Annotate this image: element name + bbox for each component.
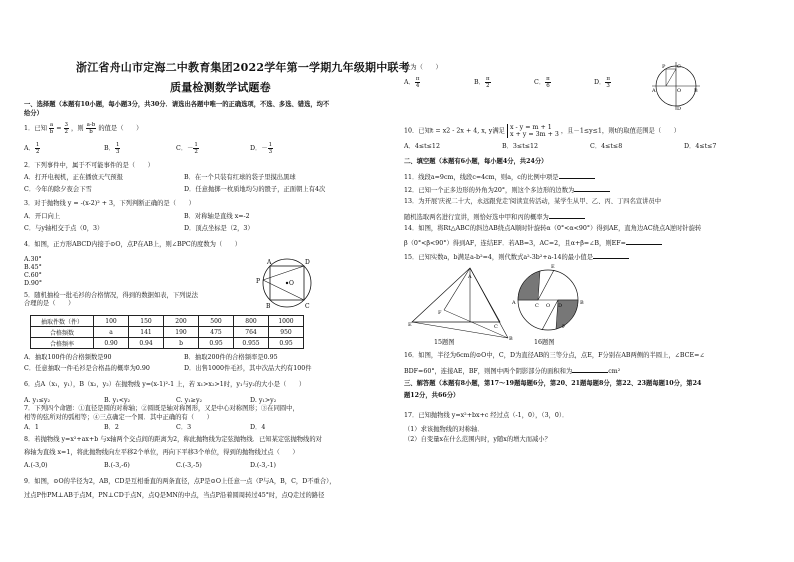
q13: 13．为开展'庆祝二十大，永远跟党走'阅读宣传活动，某学生从甲、乙、丙、丁四名宣讲员中 [404, 198, 662, 205]
q4-option-a: A.30° [24, 256, 42, 263]
q3-option-b: B．对称轴是直线 x=-2 [184, 213, 250, 220]
q7-option-d: D．4 [250, 424, 266, 431]
q7-stem: 7．下列四个命题：①直径是圆的对称轴；②圆既是轴对称图形，又是中心对称图形；③在同圆中， [24, 405, 299, 412]
q1-option-a: A． $\frac{1}{2}$ [24, 142, 40, 155]
q5-option-d: D．出售1000件毛衫，其中次品大约有100件 [184, 365, 312, 372]
q10-option-c: C．4≤t≤8 [590, 143, 623, 150]
section3-header-cont: 题12分，共66分） [404, 392, 460, 399]
q16-caption: 16题图 [534, 339, 555, 346]
q8-stem-cont: 称轴为直线 x=1，将此抛物线向左平移2个单位，再向下平移3个单位，得到的抛物线过点（ ） [24, 449, 299, 456]
q17-part1: （1）求该抛物线的对称轴． [404, 426, 484, 433]
left-column [18, 0, 410, 562]
q2-option-d: D．任意抛掷一枚质地均匀的骰子，正面朝上有4次 [184, 186, 326, 193]
q2-option-a: A．打开电视机，正在播放天气预报 [24, 174, 124, 181]
q3-option-c: C．与y轴相交于点（0，3） [24, 225, 104, 232]
q14-cont: β（0°<β<90°）得到AF，连结EF．若AB=3，AC=2，且α+β=∠B，则EF= [404, 238, 662, 248]
q9-label-c: C [677, 64, 681, 70]
q9-stem-cont: 过点P作PM⊥AB于点M，PN⊥CD于点N，点Q是MN的中点，当点P沿着圆周转过45°时，点Q走过的路径 [24, 492, 325, 499]
q16-label-b: B [580, 300, 584, 306]
q4-label-a: A [267, 259, 272, 266]
q7-option-a: A．1 [24, 424, 39, 431]
q3-option-d: D．顶点坐标是（2，3） [184, 225, 254, 232]
q13-cont: 随机选取两名进行宣讲，则恰好选中甲和丙的概率为 [404, 212, 585, 222]
q9-option-b: B． $\frac{\pi}{2}$ [474, 76, 490, 89]
section1-header-cont: 给分） [24, 110, 43, 117]
q16-label-e: E [551, 264, 555, 270]
q4-label-d: D [305, 259, 310, 266]
q10-stem: 10．已知t = x2 - 2x + 4, x, y满足 x - y = m + 1 x + y = 3m + 3 ，且－1≤y≤1，则t的取值范围是（ ） [404, 124, 681, 138]
q12: 12．已知一个正多边形的外角为20°，则这个多边形的边数为 [404, 185, 610, 195]
q15-label-c: C [494, 324, 498, 330]
q9-option-d: D． $\frac{\pi}{3}$ [594, 76, 610, 89]
q16-label-a: A [512, 300, 516, 306]
q5-option-a: A．抽取100件的合格频数是90 [24, 354, 112, 361]
q10-option-b: B．3≤t≤12 [502, 143, 539, 150]
q9-label-p: P [662, 64, 666, 70]
section2-header: 二、填空题（本题有6小题，每小题4分，共24分） [404, 158, 548, 165]
q16-figure [506, 262, 590, 338]
q16-cont: BDF=60°，连接AE，BF，则图中两个阴影部分的面积和为 cm² [404, 368, 621, 375]
q17-stem: 17．已知抛物线 y=x²+bx+c 经过点（-1，0），（3，0）． [404, 412, 569, 419]
q9-stem-end: 长为（ ） [404, 64, 442, 71]
q6-stem: 6．点A（x₁，y₁），B（x₂，y₂）在抛物线 y=(x-1)²-1 上，若 x₁>x₂>1时，y₁与y₂的大小是（ ） [24, 381, 306, 388]
q8-stem: 8．若抛物线 y=x²+ax+b 与x轴两个交点间的距离为2，称此抛物线为定弦抛物线．已知某定弦抛物线的对 [24, 436, 322, 443]
q7-option-c: C．3 [176, 424, 192, 431]
q16-label-d: D [558, 303, 563, 309]
exam-title: 浙江省舟山市定海二中教育集团2022学年第一学期九年级期中联考 [76, 61, 410, 74]
q6-option-c: C. y₁≥y₂ [176, 397, 203, 404]
exam-subtitle: 质量检测数学试题卷 [170, 81, 271, 94]
q4-stem: 4．如图，正方形ABCD内接于⊙O，点P在AB上，则∠BPC的度数为（ ） [24, 241, 242, 248]
q17-part2: （2）自变量x在什么范围内时，y随x的增大而减小？ [404, 436, 551, 443]
q4-figure [254, 252, 318, 314]
q2-option-c: C．今年的除夕夜会下雪 [24, 186, 92, 193]
q9-option-c: C． $\frac{\pi}{6}$ [534, 76, 550, 89]
q4-label-p: P [256, 278, 261, 285]
q8-option-d: D.(-3,-1) [250, 462, 277, 469]
section3-header: 三、解答题（本题有8小题，第17～19题每题6分，第20、21题每题8分，第22、23题每题10分，第24 [404, 380, 702, 387]
q1-option-d: D．－ $\frac{1}{3}$ [250, 142, 273, 155]
q11: 11．线段a=9cm，线段c=4cm，则a，c的比例中项是 [404, 172, 595, 182]
q4-option-b: B.45° [24, 264, 42, 271]
table-row: 合格频率 0.90 0.94 b 0.95 0.955 0.95 [31, 338, 304, 349]
q9-label-a: A [652, 88, 656, 94]
table-row: 合格频数 a 141 190 475 764 950 [31, 327, 304, 338]
table-row: 抽取件数（件） 100 150 200 500 800 1000 [31, 316, 304, 327]
q15-figure [408, 266, 518, 342]
q10-option-d: D．4≤t≤7 [684, 143, 717, 150]
q6-option-d: D. y₁>y₂ [250, 397, 277, 404]
q15-caption: 15题图 [434, 339, 455, 346]
q2-stem: 2．下列事件中，属于不可能事件的是（ ） [24, 162, 154, 169]
q3-stem: 3．对于抛物线 y = -(x-2)² + 3，下列判断正确的是（ ） [24, 200, 195, 207]
q5-table [30, 315, 304, 349]
q4-label-b: B [266, 303, 271, 310]
q1-stem: 1．已知 $\frac{a}{b}$ = $\frac{3}{2}$ ，则 $\frac{a-b}{b}$ 的值是（ ） [24, 122, 143, 135]
q9-option-a: A． $\frac{\pi}{4}$ [404, 76, 420, 89]
q16-label-c: C [535, 303, 539, 309]
q5-option-c: C．任意抽取一件毛衫是合格品的概率为0.90 [24, 365, 150, 372]
q7-stem-cont: 相等的弦所对的弧相等；④三点确定一个圆．其中正确的有（ ） [24, 414, 213, 421]
q6-option-b: B. y₁<y₂ [104, 397, 131, 404]
q9-figure [650, 60, 702, 112]
q6-option-a: A. y₁≤y₂ [24, 397, 50, 404]
q10-option-a: A．4≤t≤12 [404, 143, 440, 150]
q8-option-a: A.(-3,0) [24, 462, 48, 469]
q1-option-b: B． $\frac{1}{3}$ [104, 142, 120, 155]
q8-option-b: B.(-3,-6) [104, 462, 130, 469]
q14: 14．如图，将Rt△ABC的斜边AB绕点A顺时针旋转α（0°<α<90°）得到AE，直角边AC绕点A逆时针旋转 [404, 225, 702, 232]
q16-label-f: F [562, 324, 566, 330]
q15-label-e: E [408, 322, 412, 328]
q15-label-f: F [438, 310, 442, 316]
q16-label-o: O [546, 303, 551, 309]
q9-stem: 9．如图，⊙O的半径为2，AB，CD是互相垂直的两条直径，点P是⊙O上任意一点（P与A，B，C，D不重合）， [24, 478, 336, 485]
q9-label-b: B [694, 88, 698, 94]
q15: 15．已知实数a，b满足a-b²=4，则代数式a²-3b²+a-14的最小值是 [404, 252, 629, 262]
q15-label-b: B [509, 336, 513, 342]
section1-header: 一、选择题（本题有10小题，每小题3分，共30分．请选出各题中唯一的正确选项，不选、多选、错选，均不 [24, 101, 330, 108]
q2-option-b: B．在一个只装有红球的袋子里摸出黑球 [184, 174, 296, 181]
q5-stem: 5．随机抽检一批毛衫的合格情况，得到的数据如表，下列说法 [24, 292, 199, 299]
q4-label-c: C [305, 303, 310, 310]
q16: 16．如图，半径为6cm的⊙O中，C，D为直径AB的三等分点，点E，F分别在AB两侧的半圆上，∠BCE=∠ [404, 352, 705, 359]
q4-option-d: D.90° [24, 280, 42, 287]
q5-stem-cont: 合理的是（ ） [24, 300, 75, 307]
q15-label-a: A [468, 274, 472, 280]
q5-option-b: B．抽取200件的合格频率是0.95 [184, 354, 278, 361]
q7-option-b: B．2 [104, 424, 119, 431]
q9-label-d: D [677, 106, 682, 112]
q1-option-c: C．－ $\frac{1}{2}$ [176, 142, 198, 155]
q9-label-o: O [677, 88, 682, 94]
right-column [402, 0, 780, 562]
q4-option-c: C.60° [24, 272, 42, 279]
q4-label-o: O [289, 280, 294, 287]
q8-option-c: C.(-3,-5) [176, 462, 202, 469]
q3-option-a: A．开口向上 [24, 213, 61, 220]
